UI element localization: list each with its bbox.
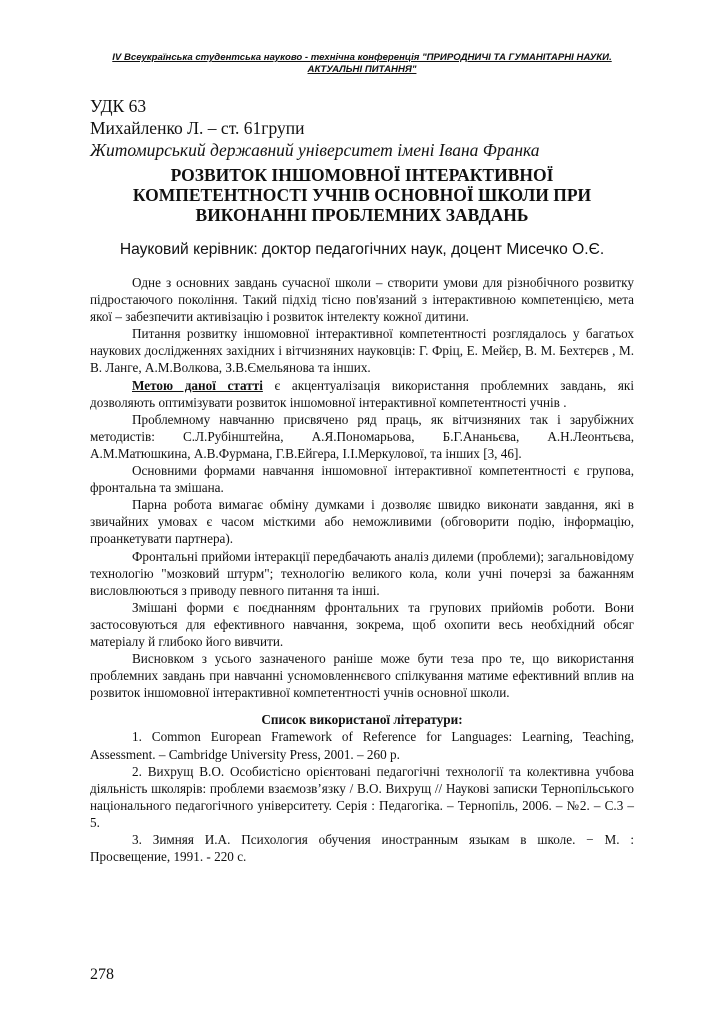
article-body [90,274,634,865]
body-paragraph: Одне з основних завдань сучасної школи – створити умови для різнобічного розвитку підростаючого покоління. Такий підхід тісно пов'язаний з інтерактивною компетенцією, мета якої – забезпечити активізацію і розвиток інтелекту кожної дитини. [90,275,634,325]
running-header-line-1: IV Всеукраїнська студентська науково - технічна конференція "ПРИРОДНИЧІ ТА ГУМАНІТАРНІ НАУКИ. [112,52,612,63]
article-title [90,165,634,225]
body-paragraph: Змішані форми є поєднанням фронтальних та групових прийомів роботи. Вони застосовуються для ефективного навчання, зокрема, щоб охопити весь необхідний обсяг матеріалу й глибоко його вивчити. [90,599,634,649]
article-meta [90,95,650,161]
aim-rest: є акцентуалізація використання проблемних завдань, які дозволяють оптимізувати розвиток іншомовної інтерактивної компетентності учнів . [90,377,634,410]
body-paragraph: Фронтальні прийоми інтеракції передбачають аналіз дилеми (проблеми); загальновідому технологію "мозковий штурм"; технологію великого кола, коли учні почерзі за бажанням висловлюються з приводу певного питання та інші. [90,548,634,598]
body-paragraph: Парна робота вимагає обміну думками і дозволяє швидко виконати завдання, які в звичайних умовах є часом місткими або неможливими (обговорити подію, інформацію, проанкетувати партнера). [90,497,634,547]
supervisor-line: Науковий керівник: доктор педагогічних наук, доцент Мисечко О.Є. [119,241,605,258]
body-paragraph: Висновком з усього зазначеного раніше може бути теза про те, що використання проблемних завдань при навчанні усномовленнєвого спілкування матиме ефективний вплив на розвиток іншомовної інтерактивної компетентності учнів основної школи. [90,651,634,701]
reference-item: 2. Вихрущ В.О. Особистісно орієнтовані педагогічні технології та колективна учбова діяльність школярів: проблеми взаємозв’язку / В.О. Вихрущ // Наукові записки Тернопільського національного педагогічного університету. Серія : Педагогіка. – Тернопіль, 2006. – №2. – С.3 – 5. [90,763,634,830]
aim-lead-phrase: Метою даної статті [132,377,263,393]
page-number: 278 [90,966,114,983]
title-line-1: РОЗВИТОК ІНШОМОВНОЇ ІНТЕРАКТИВНОЇ [170,165,554,185]
running-header-line-2: АКТУАЛЬНІ ПИТАННЯ" [307,64,417,75]
title-line-3: ВИКОНАННІ ПРОБЛЕМНИХ ЗАВДАНЬ [195,205,529,225]
body-paragraph: Основними формами навчання іншомовної інтерактивної компетентності є групова, фронтальна та змішана. [90,463,634,496]
references-heading: Список використаної літератури: [261,712,463,728]
reference-item: 1. Common European Framework of Reference for Languages: Learning, Teaching, Assessment. – Cambridge University Press, 2001. – 260 p. [90,729,634,762]
reference-item: 3. Зимняя И.А. Психология обучения иностранным языкам в школе. − М. : Просвещение, 1991. - 220 с. [90,832,634,865]
title-line-2: КОМПЕТЕНТНОСТІ УЧНІВ ОСНОВНОЇ ШКОЛИ ПРИ [132,185,592,205]
body-paragraph-aim [90,377,634,411]
running-header [90,52,634,76]
author-line: Михайленко Л. – ст. 61групи [90,118,305,138]
body-paragraph: Питання розвитку іншомовної інтерактивної компетентності розглядалось у багатьох наукових дослідженнях західних і вітчизняних науковців: Г. Фріц, Е. Мейєр, В. М. Бехтєрєв , М. В. Ланге, А.М.Волкова, З.В.Ємельянова та інших. [90,326,634,376]
udc-code: УДК 63 [90,96,147,116]
body-paragraph: Проблемному навчанню присвячено ряд праць, як вітчизняних так і зарубіжних методистів: С.Л.Рубінштейна, А.Я.Пономарьова, Б.Г.Ананьєва, А.Н.Леонтьєва, А.М.Матюшкина, А.В.Фурмана, Г.В.Ейгера, І.І.Меркулової, та інших [3, 46]. [90,411,634,461]
affiliation-line: Житомирський державний університет імені Івана Франка [90,140,540,160]
